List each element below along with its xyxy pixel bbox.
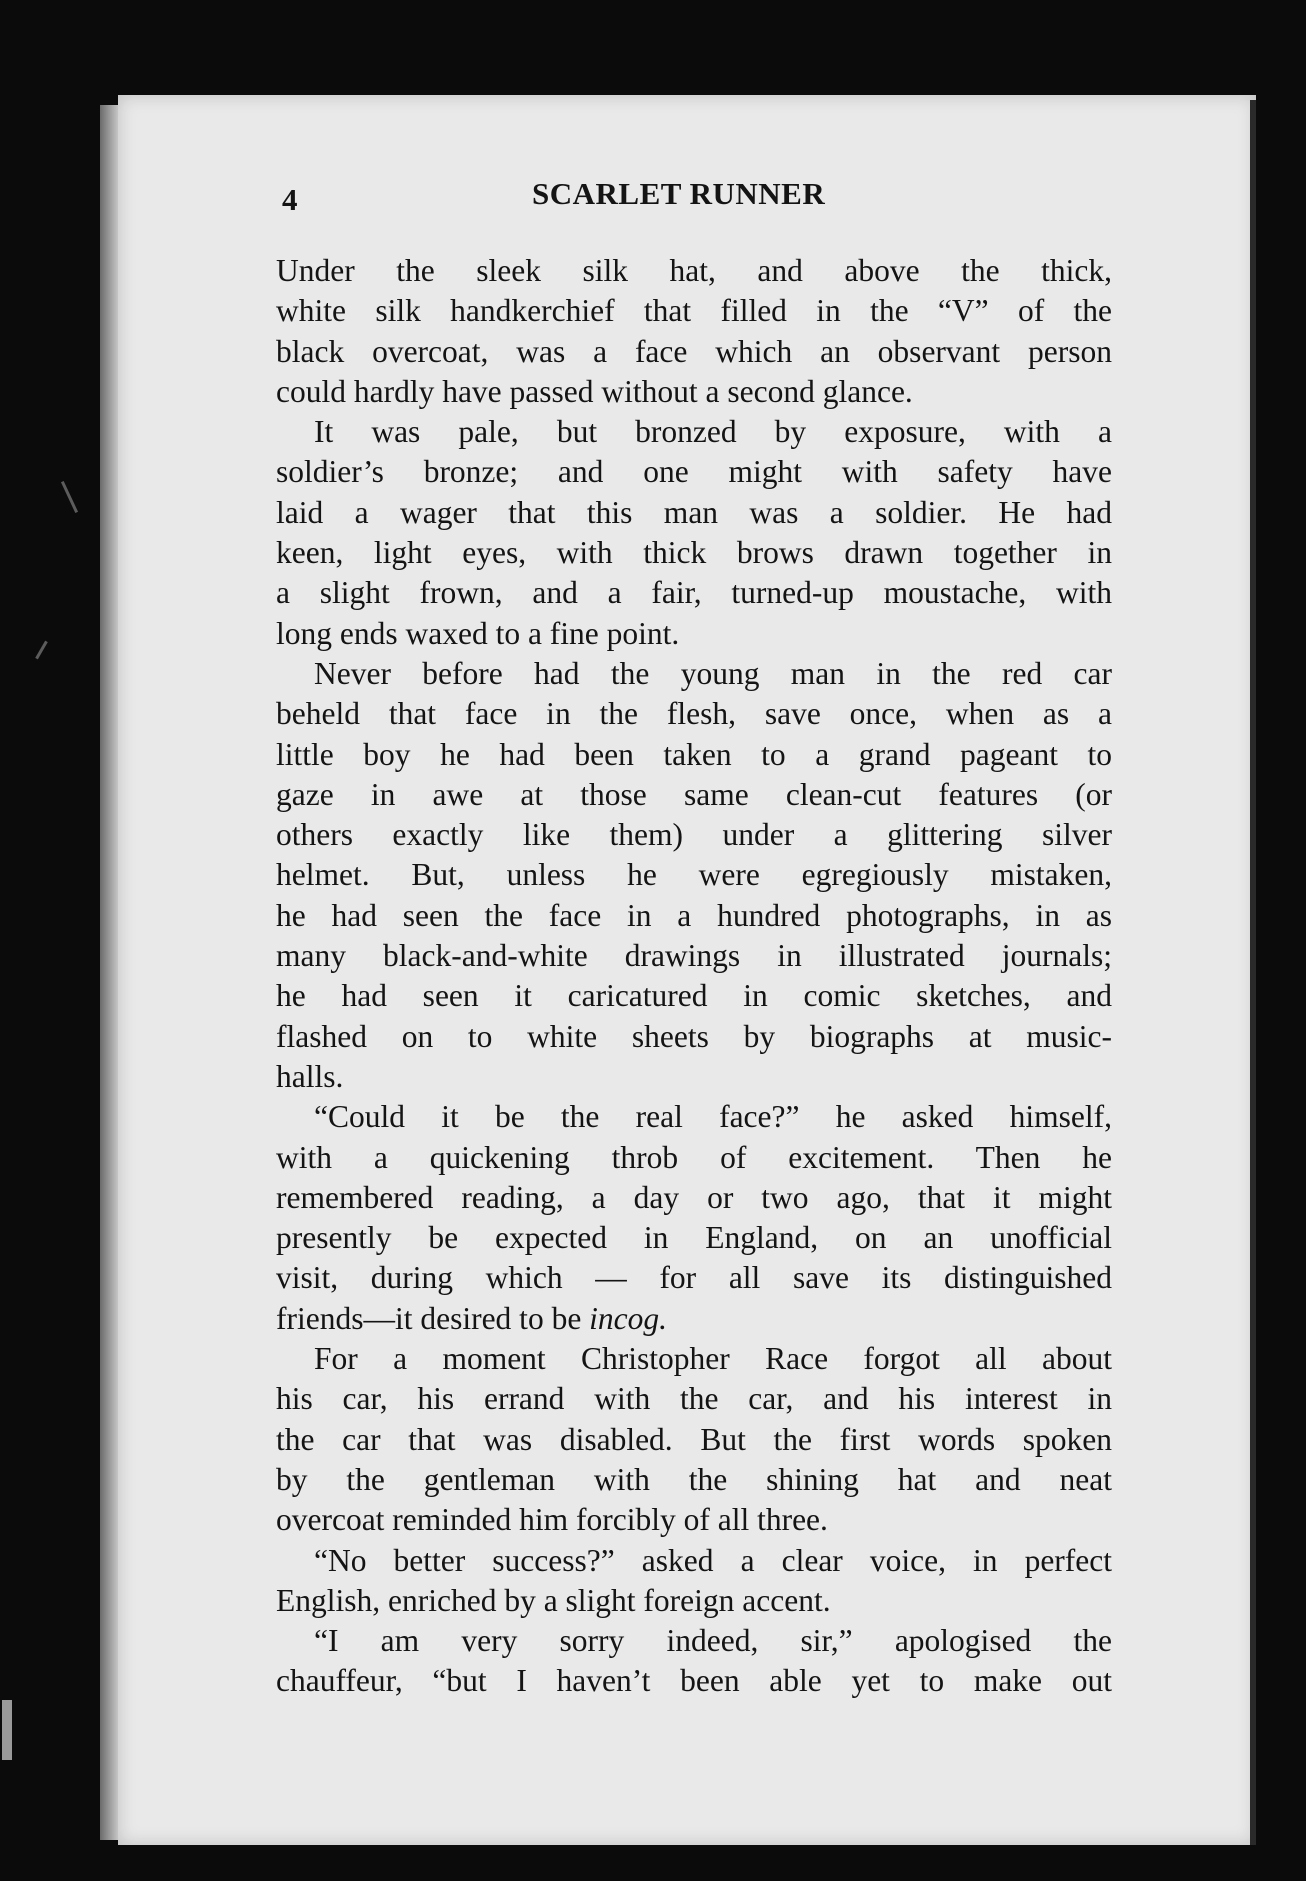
text-line: the car that was disabled. But the first words spoken <box>276 1421 1112 1457</box>
text-line: beheld that face in the flesh, save once, when as a <box>276 696 1112 732</box>
text-line: he had seen the face in a hundred photographs, in as <box>276 897 1112 933</box>
text-line: overcoat reminded him forcibly of all three. <box>276 1502 828 1538</box>
text-line: “No better success?” asked a clear voice, in perfect <box>314 1542 1112 1578</box>
text-line: “I am very sorry indeed, sir,” apologised the <box>314 1623 1112 1659</box>
scan-speck <box>2 1700 12 1760</box>
text-line: chauffeur, “but I haven’t been able yet to make out <box>276 1663 1112 1699</box>
text-line: a slight frown, and a fair, turned-up moustache, with <box>276 575 1112 611</box>
text-line: Under the sleek silk hat, and above the thick, <box>276 253 1112 288</box>
scan-speck <box>61 481 78 513</box>
text-line: with a quickening throb of excitement. Then he <box>276 1139 1112 1175</box>
text-line: keen, light eyes, with thick brows drawn together in <box>276 535 1112 571</box>
text-line: For a moment Christopher Race forgot all about <box>314 1341 1112 1377</box>
italic-word: incog. <box>589 1300 668 1336</box>
text-line: many black-and-white drawings in illustrated journals; <box>276 938 1112 974</box>
text-line: white silk handkerchief that filled in the “V” of the <box>276 293 1112 329</box>
scan-speck <box>35 641 48 660</box>
text-line: laid a wager that this man was a soldier. He had <box>276 494 1112 530</box>
text-line: could hardly have passed without a second glance. <box>276 373 913 409</box>
page-binding-edge <box>100 105 120 1840</box>
text-line: “Could it be the real face?” he asked himself, <box>314 1099 1112 1135</box>
text-line: soldier’s bronze; and one might with safety have <box>276 454 1112 490</box>
text-line <box>276 1299 1112 1339</box>
text-line: visit, during which — for all save its distinguished <box>276 1260 1112 1296</box>
page-number: 4 <box>282 182 298 217</box>
text-line: long ends waxed to a fine point. <box>276 615 680 651</box>
text-line: little boy he had been taken to a grand pageant to <box>276 736 1112 772</box>
text-line: by the gentleman with the shining hat and neat <box>276 1461 1112 1497</box>
text-line: presently be expected in England, on an unofficial <box>276 1220 1112 1256</box>
text-line: remembered reading, a day or two ago, that it might <box>276 1179 1112 1215</box>
text-line: others exactly like them) under a glittering silver <box>276 817 1112 853</box>
text-line: It was pale, but bronzed by exposure, with a <box>314 414 1112 450</box>
running-title: SCARLET RUNNER <box>532 176 826 211</box>
text-line-segment: friends—it desired to be <box>276 1300 582 1336</box>
text-line: helmet. But, unless he were egregiously mistaken, <box>276 857 1112 893</box>
text-line: Never before had the young man in the red car <box>314 655 1112 691</box>
text-line: flashed on to white sheets by biographs at music- <box>276 1018 1112 1054</box>
text-line: gaze in awe at those same clean-cut features (or <box>276 776 1112 812</box>
body-text <box>276 251 1112 1702</box>
text-line: black overcoat, was a face which an observant person <box>276 333 1112 369</box>
page-right-edge <box>1250 100 1256 1845</box>
text-line: his car, his errand with the car, and his interest in <box>276 1381 1112 1417</box>
text-line: halls. <box>276 1058 344 1094</box>
text-line: he had seen it caricatured in comic sketches, and <box>276 978 1112 1014</box>
text-line: English, enriched by a slight foreign accent. <box>276 1582 831 1618</box>
running-head <box>282 176 1122 224</box>
